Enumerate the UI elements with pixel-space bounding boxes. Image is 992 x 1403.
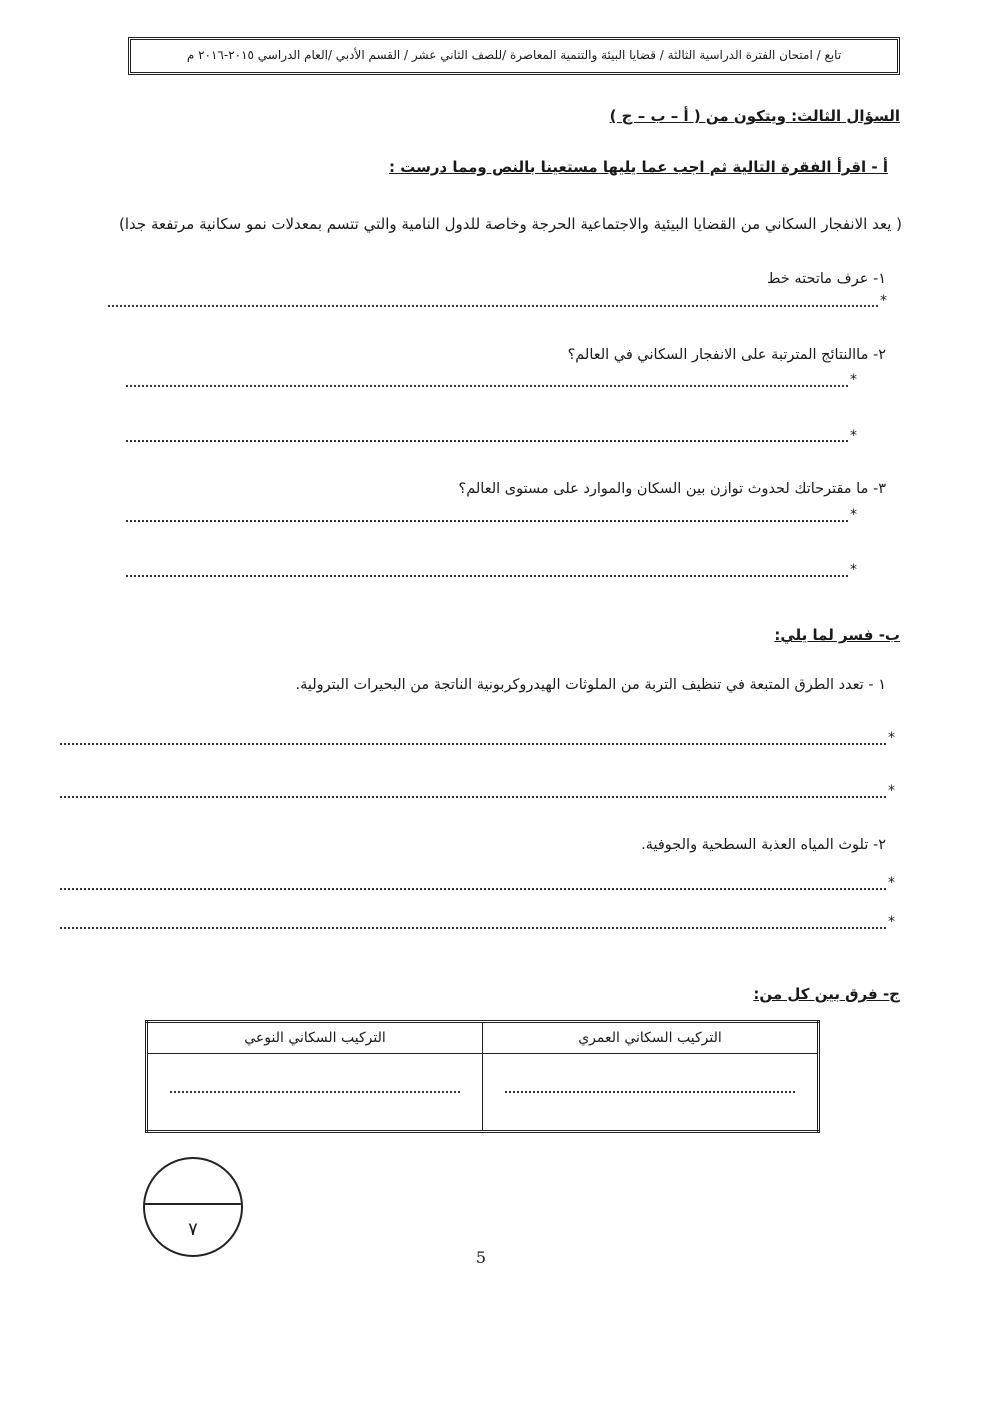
page-number: 5 [475,1248,487,1267]
score-divider [145,1203,241,1205]
score-value: ٧ [188,1219,198,1240]
answer-line [170,1091,460,1093]
question3-title: السؤال الثالث: ويتكون من ( أ – ب – ج ) [609,107,900,125]
comparison-table [145,1020,820,1133]
part-a-q2: ٢- ماالنتائج المترتبة على الانفجار السكاني في العالم؟ [567,347,886,363]
part-a-instruction [389,158,888,176]
bullet-star: * [888,783,895,799]
bullet-star: * [850,372,857,388]
answer-line[interactable] [108,305,878,307]
passage: ( يعد الانفجار السكاني من القضايا البيئية والاجتماعية الحرجة وخاصة للدول النامية والتي تتسم بمعدلات نمو سكانية مرتفعة جدا) [119,215,902,233]
part-c-title: ج- فرق بين كل من: [753,985,900,1003]
answer-line[interactable] [126,575,848,577]
bullet-star: * [850,562,857,578]
answer-cell-gender[interactable] [147,1054,483,1132]
answer-line[interactable] [60,888,886,890]
answer-line[interactable] [60,927,886,929]
score-circle [143,1157,243,1257]
bullet-star: * [888,730,895,746]
part-b-title: ب- فسر لما يلي: [774,626,900,644]
answer-cell-age[interactable] [483,1054,819,1132]
exam-header-box [128,37,900,75]
answer-line[interactable] [60,796,886,798]
part-b-q2: ٢- تلوث المياه العذبة السطحية والجوفية. [641,837,886,853]
col-age-structure: التركيب السكاني العمري [483,1022,819,1054]
part-a-instruction-text: أ - اقرأ الفقرة التالية ثم اجب عما يليها مستعينا بالنص ومما درست : [389,158,888,176]
answer-line[interactable] [126,440,848,442]
bullet-star: * [880,293,887,309]
col-gender-structure: التركيب السكاني النوعي [147,1022,483,1054]
exam-header-text: تابع / امتحان الفترة الدراسية الثالثة / قضايا البيئة والتنمية المعاصرة /للصف الثاني عشر / القسم الأدبي /العام الدراسي ٢٠١٥-٢٠١٦ م [186,48,842,62]
bullet-star: * [888,875,895,891]
answer-line[interactable] [126,385,848,387]
part-b-q1: ١ - تعدد الطرق المتبعة في تنظيف التربة من الملوثات الهيدروكربونية الناتجة من البحيرات البترولية. [295,677,886,693]
answer-line [505,1091,795,1093]
bullet-star: * [888,914,895,930]
table-answer-row [147,1054,819,1132]
part-a-q1: ١- عرف ماتحته خط [767,271,886,287]
bullet-star: * [850,507,857,523]
bullet-star: * [850,428,857,444]
answer-line[interactable] [126,520,848,522]
part-a-q3: ٣- ما مقترحاتك لحدوث توازن بين السكان والموارد على مستوى العالم؟ [458,481,886,497]
table-header-row [147,1022,819,1054]
answer-line[interactable] [60,743,886,745]
